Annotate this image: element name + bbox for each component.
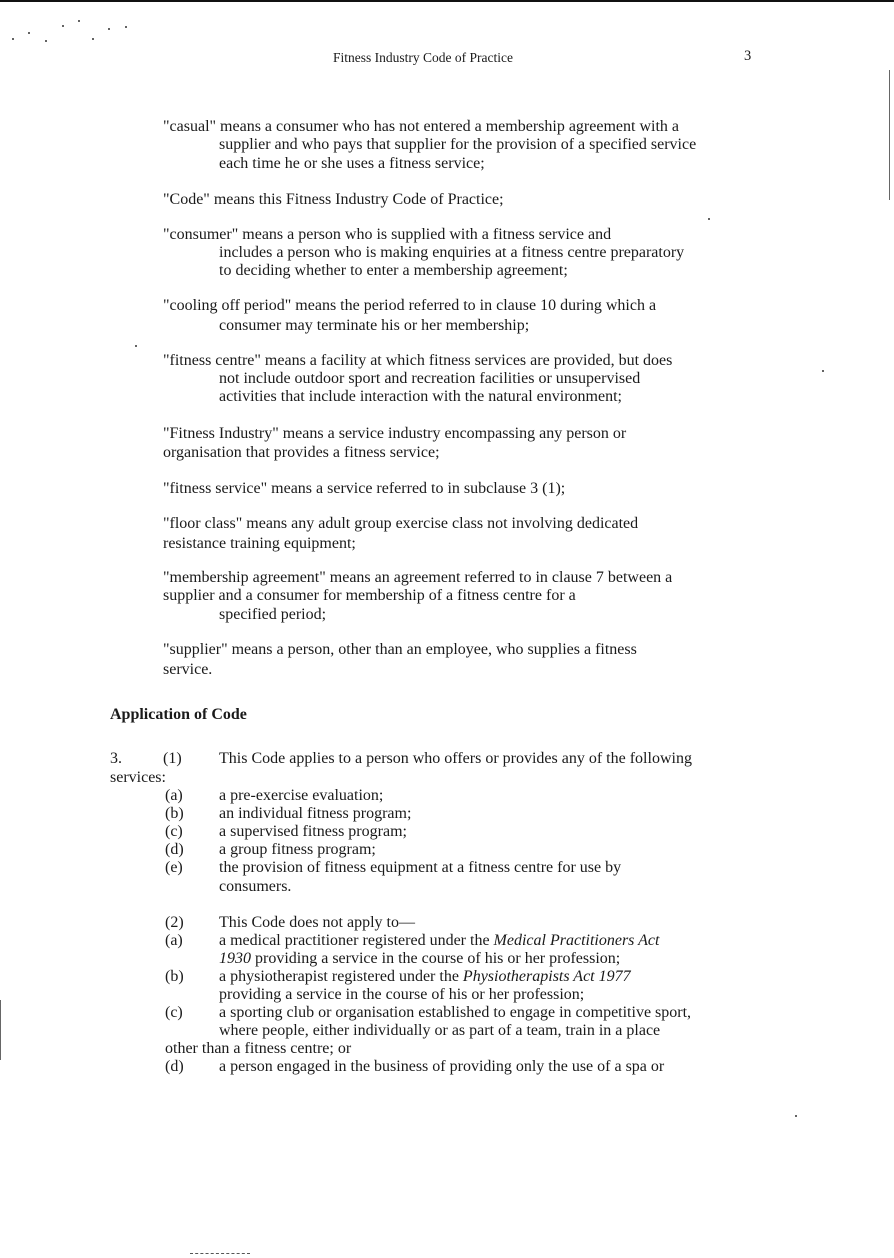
subclause-label: (2) [165, 914, 184, 931]
item-text: other than a fitness centre; or [165, 1040, 352, 1057]
item-text-part: providing a service in the course of his or her profession; [251, 950, 621, 967]
act-year: 1930 [219, 950, 251, 967]
scan-speck [708, 218, 710, 220]
item-label: (d) [165, 841, 184, 858]
scan-speck [78, 20, 80, 22]
definition-line: "cooling off period" means the period referred to in clause 10 during which a [163, 297, 657, 314]
item-label: (c) [165, 1004, 183, 1021]
scan-artifact [190, 1253, 250, 1255]
item-text: a sporting club or organisation established to engage in competitive sport, [219, 1004, 692, 1021]
definition-line: "membership agreement" means an agreement referred to in clause 7 between a [163, 569, 673, 586]
definition-line: "fitness service" means a service referred to in subclause 3 (1); [163, 480, 566, 497]
definition-line: specified period; [219, 606, 327, 623]
definition-line: "floor class" means any adult group exercise class not involving dedicated [163, 515, 639, 532]
act-title: Medical Practitioners Act [493, 932, 660, 949]
item-label: (d) [165, 1058, 184, 1075]
item-label: (e) [165, 859, 183, 876]
scan-speck [822, 370, 824, 372]
definition-line: "Fitness Industry" means a service industry encompassing any person or [163, 425, 627, 442]
item-text [219, 932, 659, 950]
item-text: the provision of fitness equipment at a fitness centre for use by [219, 859, 622, 876]
definition-line: not include outdoor sport and recreation facilities or unsupervised [219, 370, 641, 387]
clause-number: 3. [110, 750, 122, 767]
item-text [219, 968, 631, 986]
item-text: a group fitness program; [219, 841, 376, 858]
definition-line: activities that include interaction with the natural environment; [219, 388, 622, 405]
scan-edge-left [0, 1000, 1, 1060]
definition-line: to deciding whether to enter a membership agreement; [219, 262, 568, 279]
definition-line: "Code" means this Fitness Industry Code of Practice; [163, 191, 504, 208]
definition-line: organisation that provides a fitness service; [163, 444, 440, 461]
item-text: providing a service in the course of his or her profession; [219, 986, 585, 1003]
section-heading: Application of Code [110, 706, 247, 723]
item-label: (b) [165, 805, 184, 822]
item-text: consumers. [219, 878, 292, 895]
item-label: (a) [165, 787, 183, 804]
scan-speck [795, 1115, 797, 1117]
page-header [0, 50, 894, 70]
item-label: (a) [165, 932, 183, 949]
scan-speck [62, 25, 64, 27]
scan-speck [28, 32, 30, 34]
page-number: 3 [744, 48, 752, 64]
definition-line: "fitness centre" means a facility at which fitness services are provided, but does [163, 352, 673, 369]
subclause-text: services: [110, 769, 166, 786]
item-text: an individual fitness program; [219, 805, 412, 822]
definition-line: supplier and who pays that supplier for the provision of a specified service [219, 136, 697, 153]
item-text: where people, either individually or as part of a team, train in a place [219, 1022, 661, 1039]
act-title: Physiotherapists Act 1977 [462, 968, 631, 985]
scan-speck [45, 40, 47, 42]
subclause-label: (1) [163, 750, 182, 767]
definition-line: service. [163, 661, 213, 678]
definition-line: each time he or she uses a fitness service; [219, 155, 485, 172]
top-border [0, 0, 894, 2]
definition-line: "consumer" means a person who is supplied with a fitness service and [163, 226, 612, 243]
definition-line: "casual" means a consumer who has not entered a membership agreement with a [163, 118, 679, 135]
definition-line: supplier and a consumer for membership of a fitness centre for a [163, 587, 576, 604]
definition-line: resistance training equipment; [163, 535, 356, 552]
scan-speck [135, 345, 137, 347]
definition-line: includes a person who is making enquiries at a fitness centre preparatory [219, 244, 685, 261]
scan-edge-right [889, 70, 890, 200]
header-title: Fitness Industry Code of Practice [333, 50, 513, 65]
scan-speck [125, 26, 127, 28]
scan-speck [108, 28, 110, 30]
item-label: (c) [165, 823, 183, 840]
item-text: a supervised fitness program; [219, 823, 407, 840]
scan-speck [92, 38, 94, 40]
item-text [219, 950, 620, 968]
scan-speck [12, 38, 14, 40]
item-text-part: a physiotherapist registered under the [219, 968, 463, 985]
item-text: a person engaged in the business of providing only the use of a spa or [219, 1058, 665, 1075]
definition-line: "supplier" means a person, other than an employee, who supplies a fitness [163, 641, 637, 658]
item-text-part: a medical practitioner registered under the [219, 932, 494, 949]
item-label: (b) [165, 968, 184, 985]
subclause-text: This Code does not apply to— [219, 914, 415, 931]
definition-line: consumer may terminate his or her membership; [219, 317, 530, 334]
subclause-text: This Code applies to a person who offers or provides any of the following [219, 750, 692, 767]
item-text: a pre-exercise evaluation; [219, 787, 384, 804]
